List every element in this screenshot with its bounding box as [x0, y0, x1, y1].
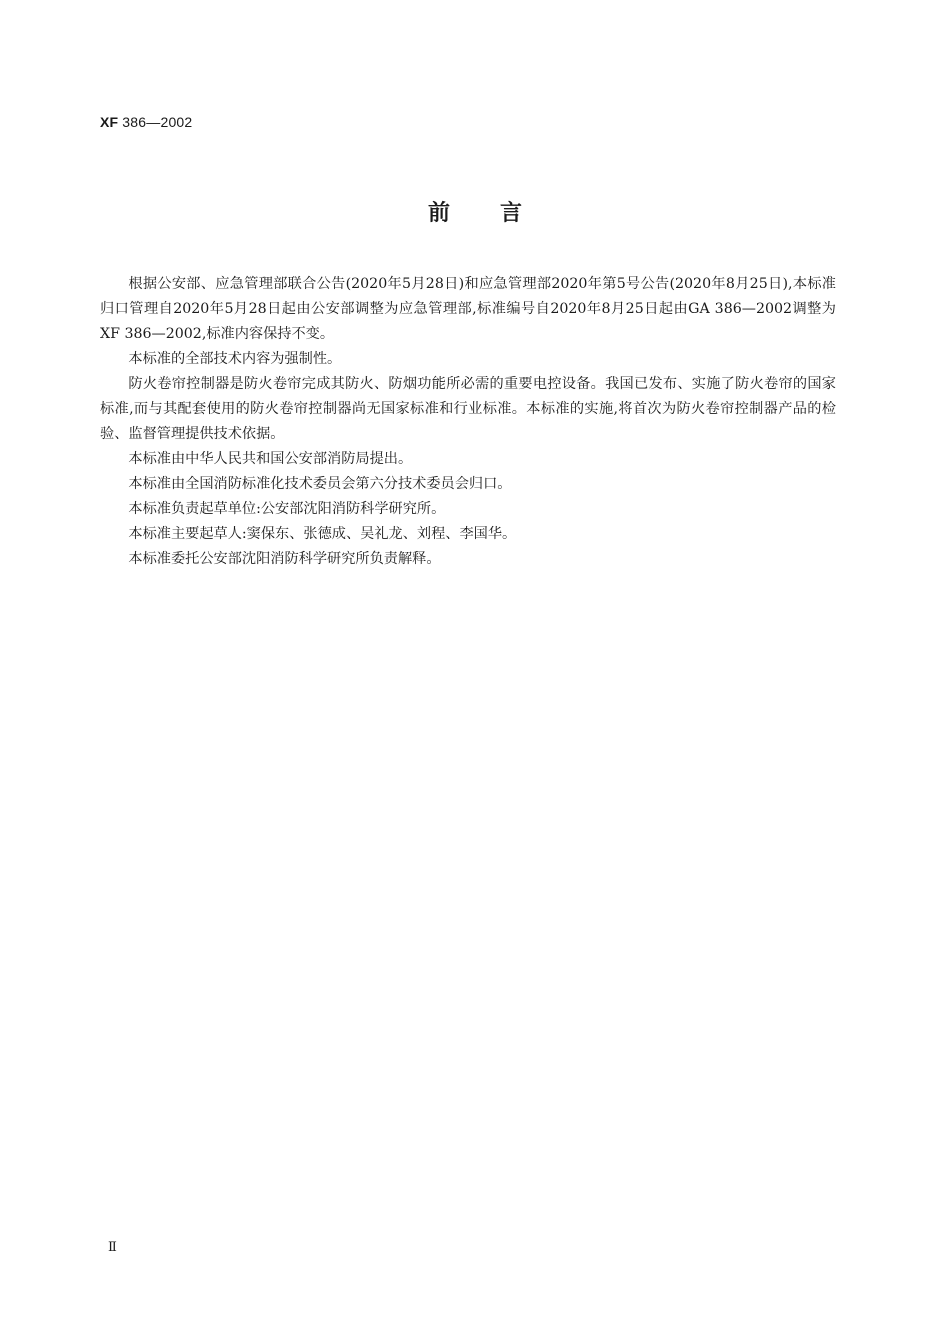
paragraph: 防火卷帘控制器是防火卷帘完成其防火、防烟功能所必需的重要电控设备。我国已发布、实施了防火卷帘的国家标准,而与其配套使用的防火卷帘控制器尚无国家标准和行业标准。本标准的实施,将首次为防火卷帘控制器产品的检验、监督管理提供技术依据。 — [100, 376, 836, 442]
paragraph: 本标准委托公安部沈阳消防科学研究所负责解释。 — [128, 551, 441, 567]
paragraph: 本标准的全部技术内容为强制性。 — [128, 351, 342, 367]
page-number: Ⅱ — [108, 1240, 117, 1255]
paragraph: 本标准由中华人民共和国公安部消防局提出。 — [128, 451, 413, 467]
page-title: 前言 — [427, 201, 572, 226]
standard-code-prefix: XF — [100, 114, 119, 130]
standard-code-number: 386—2002 — [122, 114, 193, 130]
paragraph: 本标准主要起草人:窦保东、张德成、吴礼龙、刘程、李国华。 — [128, 526, 517, 542]
standard-code-header — [100, 114, 192, 130]
paragraph: 本标准负责起草单位:公安部沈阳消防科学研究所。 — [128, 501, 446, 517]
foreword-body — [100, 272, 836, 572]
paragraph: 根据公安部、应急管理部联合公告(2020年5月28日)和应急管理部2020年第5号公告(2020年8月25日),本标准归口管理自2020年5月28日起由公安部调整为应急管理部,标准编号自2020年8月25日起由GA 386—2002调整为XF 386—2002,标准内容保持不变。 — [100, 276, 836, 342]
paragraph: 本标准由全国消防标准化技术委员会第六分技术委员会归口。 — [128, 476, 512, 492]
